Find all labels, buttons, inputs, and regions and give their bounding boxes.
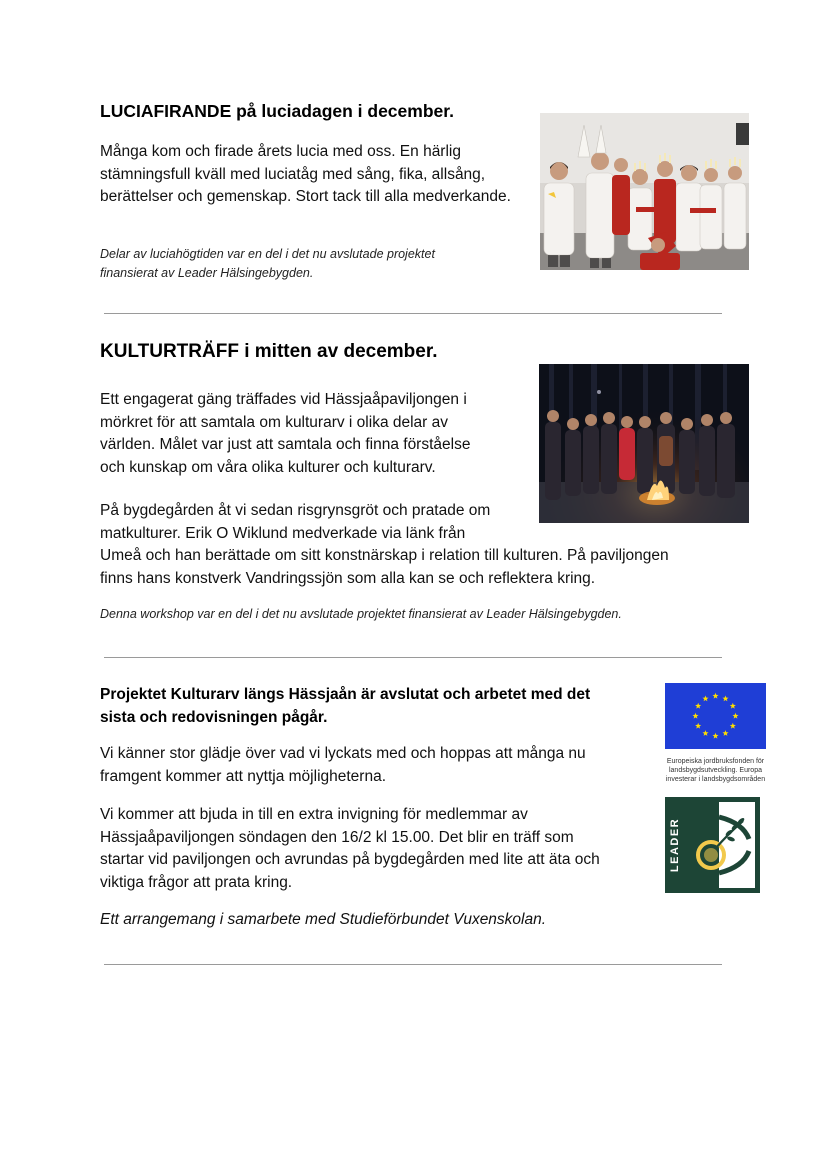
eu-caption-line: landsbygdsutveckling. Europa: [668, 767, 762, 774]
kultur-p1-line: världen. Målet var just att samtala och finna förståelse: [100, 436, 471, 453]
eu-caption-line: Europeiska jordbruksfonden för: [666, 758, 765, 765]
kultur-p1-line: Ett engagerat gäng träffades vid Hässjaåpaviljongen i: [100, 391, 467, 408]
eu-caption-line: investerar i landsbygdsområden: [665, 776, 766, 783]
lucia-heading: LUCIAFIRANDE på luciadagen i december.: [100, 101, 454, 121]
kultur-p2-line: matkulturer. Erik O Wiklund medverkade via länk från: [100, 524, 466, 542]
kultur-note: Denna workshop var en del i det nu avslutade projektet finansierat av Leader Hälsingebygden.: [100, 607, 622, 621]
project-p2-line: viktiga frågor att prata kring.: [100, 873, 293, 891]
project-paragraph-1: Vi känner stor glädje över vad vi lyckats med och hoppas att många nu framgent kommer att nyttja möjligheterna.: [100, 745, 586, 785]
project-p2-line: Vi kommer att bjuda in till en extra invigning för medlemmar av: [100, 806, 528, 823]
project-heading-line: Projektet Kulturarv längs Hässjaån är avslutat och arbetet med det: [100, 686, 591, 703]
kultur-p2-line: Umeå och han berättade om sitt konstnärskap i relation till kulturen. På paviljongen: [100, 547, 669, 564]
kultur-p2-line: På bygdegården åt vi sedan risgrynsgröt och pratade om: [100, 502, 491, 519]
lucia-photo: [540, 113, 749, 270]
kultur-p2-line: finns hans konstverk Vandringssjön som alla kan se och reflektera kring.: [100, 569, 596, 587]
project-p2-line: startar vid paviljongen och avrundas på bygdegården med lite att äta och: [100, 851, 600, 868]
project-closing: Ett arrangemang i samarbete med Studieförbundet Vuxenskolan.: [100, 911, 547, 928]
kultur-p1-line: mörkret för att samtala om kulturarv i olika delar av: [100, 413, 449, 431]
kultur-p1-line: och kunskap om våra olika kulturer och kulturarv.: [100, 458, 436, 476]
eu-logo: [665, 683, 767, 784]
leader-wordmark: LEADER: [669, 817, 681, 873]
lucia-body: Många kom och firade årets lucia med oss. En härlig stämningsfull kväll med luciatåg med sång, fika, allsång, berättelser och gemenskap. Stort tack till alla medverkande.: [100, 143, 511, 205]
divider-2: [104, 657, 722, 658]
kultur-paragraph-1: [100, 389, 470, 479]
eu-caption: [665, 757, 766, 784]
divider-1: [104, 313, 722, 314]
kultur-photo: [539, 364, 749, 523]
lucia-note-line-1: Delar av luciahögtiden var en del i det nu avslutade projektet: [100, 247, 435, 261]
project-heading-line: sista och redovisningen pågår.: [100, 708, 328, 726]
leader-logo: [665, 797, 760, 893]
project-heading: [100, 684, 590, 729]
lucia-note-line-2: finansierat av Leader Hälsingebygden.: [100, 266, 314, 280]
project-paragraph-2: [100, 804, 600, 894]
project-p2-line: Hässjaåpaviljongen söndagen den 16/2 kl 15.00. Det blir en träff som: [100, 828, 574, 846]
kultur-heading: KULTURTRÄFF i mitten av december.: [100, 341, 438, 362]
eu-flag-icon: [665, 683, 766, 749]
divider-3: [104, 964, 722, 965]
